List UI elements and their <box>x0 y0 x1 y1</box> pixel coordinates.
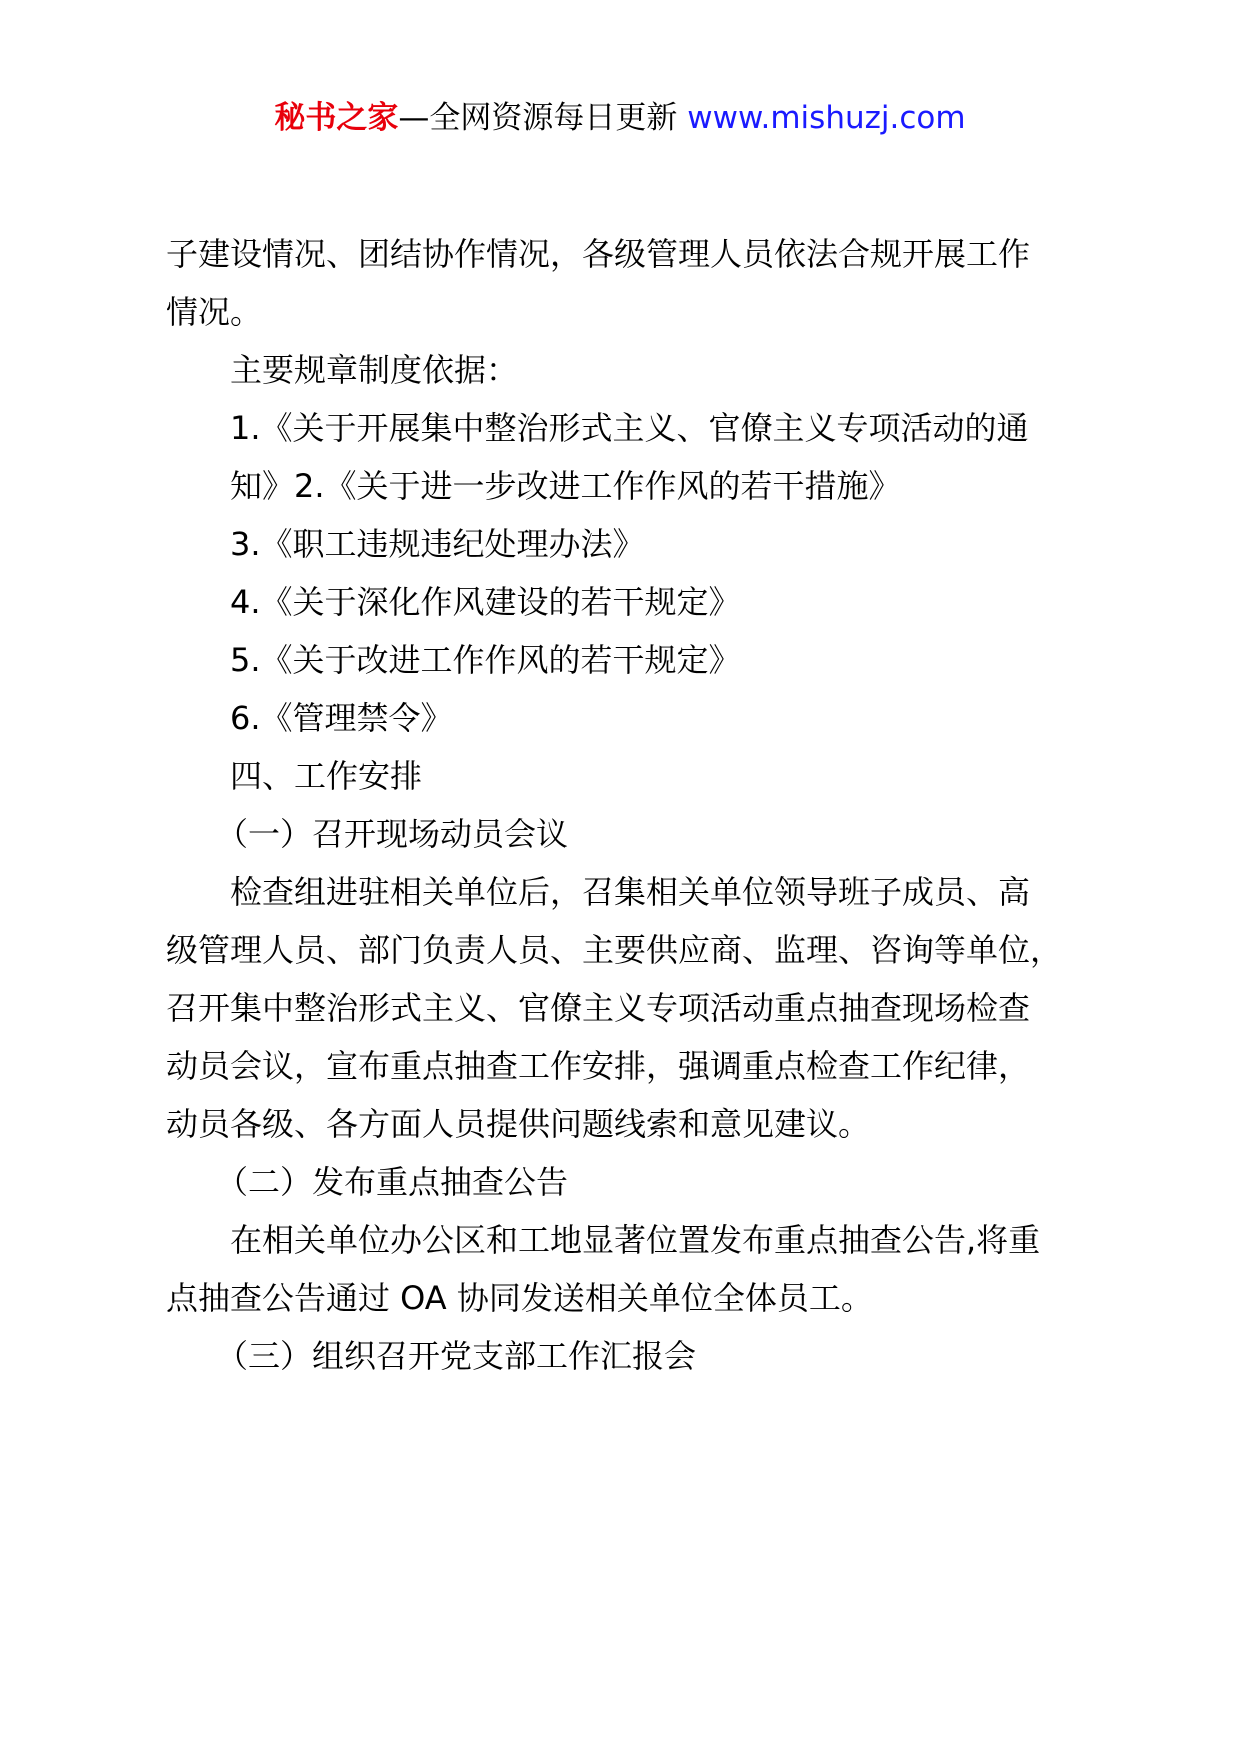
page-header <box>0 96 1240 140</box>
section-label: 主要规章制度依据： <box>230 351 519 389</box>
subsection-heading: （三）组织召开党支部工作汇报会 <box>216 1337 697 1375</box>
list-item: 知》2.《关于进一步改进工作作风的若干措施》 <box>230 467 901 505</box>
paragraph-line: 级管理人员、部门负责人员、主要供应商、监理、咨询等单位， <box>166 931 1063 969</box>
site-url[interactable]: www.mishuzj.com <box>687 100 966 136</box>
list-item: 6.《管理禁令》 <box>230 699 453 737</box>
list-item: 4.《关于深化作风建设的若干规定》 <box>230 583 741 621</box>
paragraph-line: 子建设情况、团结协作情况，各级管理人员依法合规开展工作 <box>166 235 1031 273</box>
paragraph-line: 动员会议，宣布重点抽查工作安排，强调重点检查工作纪律， <box>166 1047 1031 1085</box>
paragraph-line: 召开集中整治形式主义、官僚主义专项活动重点抽查现场检查 <box>166 989 1031 1027</box>
paragraph-line: 检查组进驻相关单位后，召集相关单位领导班子成员、高 <box>230 873 1031 911</box>
brand-name: 秘书之家 <box>274 100 399 136</box>
subsection-heading: （二）发布重点抽查公告 <box>216 1163 569 1201</box>
paragraph-line: 动员各级、各方面人员提供问题线索和意见建议。 <box>166 1105 871 1143</box>
paragraph-line: 情况。 <box>166 293 263 331</box>
subsection-heading: （一）召开现场动员会议 <box>216 815 569 853</box>
list-item: 5.《关于改进工作作风的若干规定》 <box>230 641 741 679</box>
paragraph-line: 在相关单位办公区和工地显著位置发布重点抽查公告,将重 <box>230 1221 1041 1259</box>
list-item: 1.《关于开展集中整治形式主义、官僚主义专项活动的通 <box>230 409 1029 447</box>
section-heading: 四、工作安排 <box>230 757 423 795</box>
list-item: 3.《职工违规违纪处理办法》 <box>230 525 645 563</box>
paragraph-line: 点抽查公告通过 OA 协同发送相关单位全体员工。 <box>166 1279 873 1317</box>
header-slogan: —全网资源每日更新 <box>398 100 688 136</box>
